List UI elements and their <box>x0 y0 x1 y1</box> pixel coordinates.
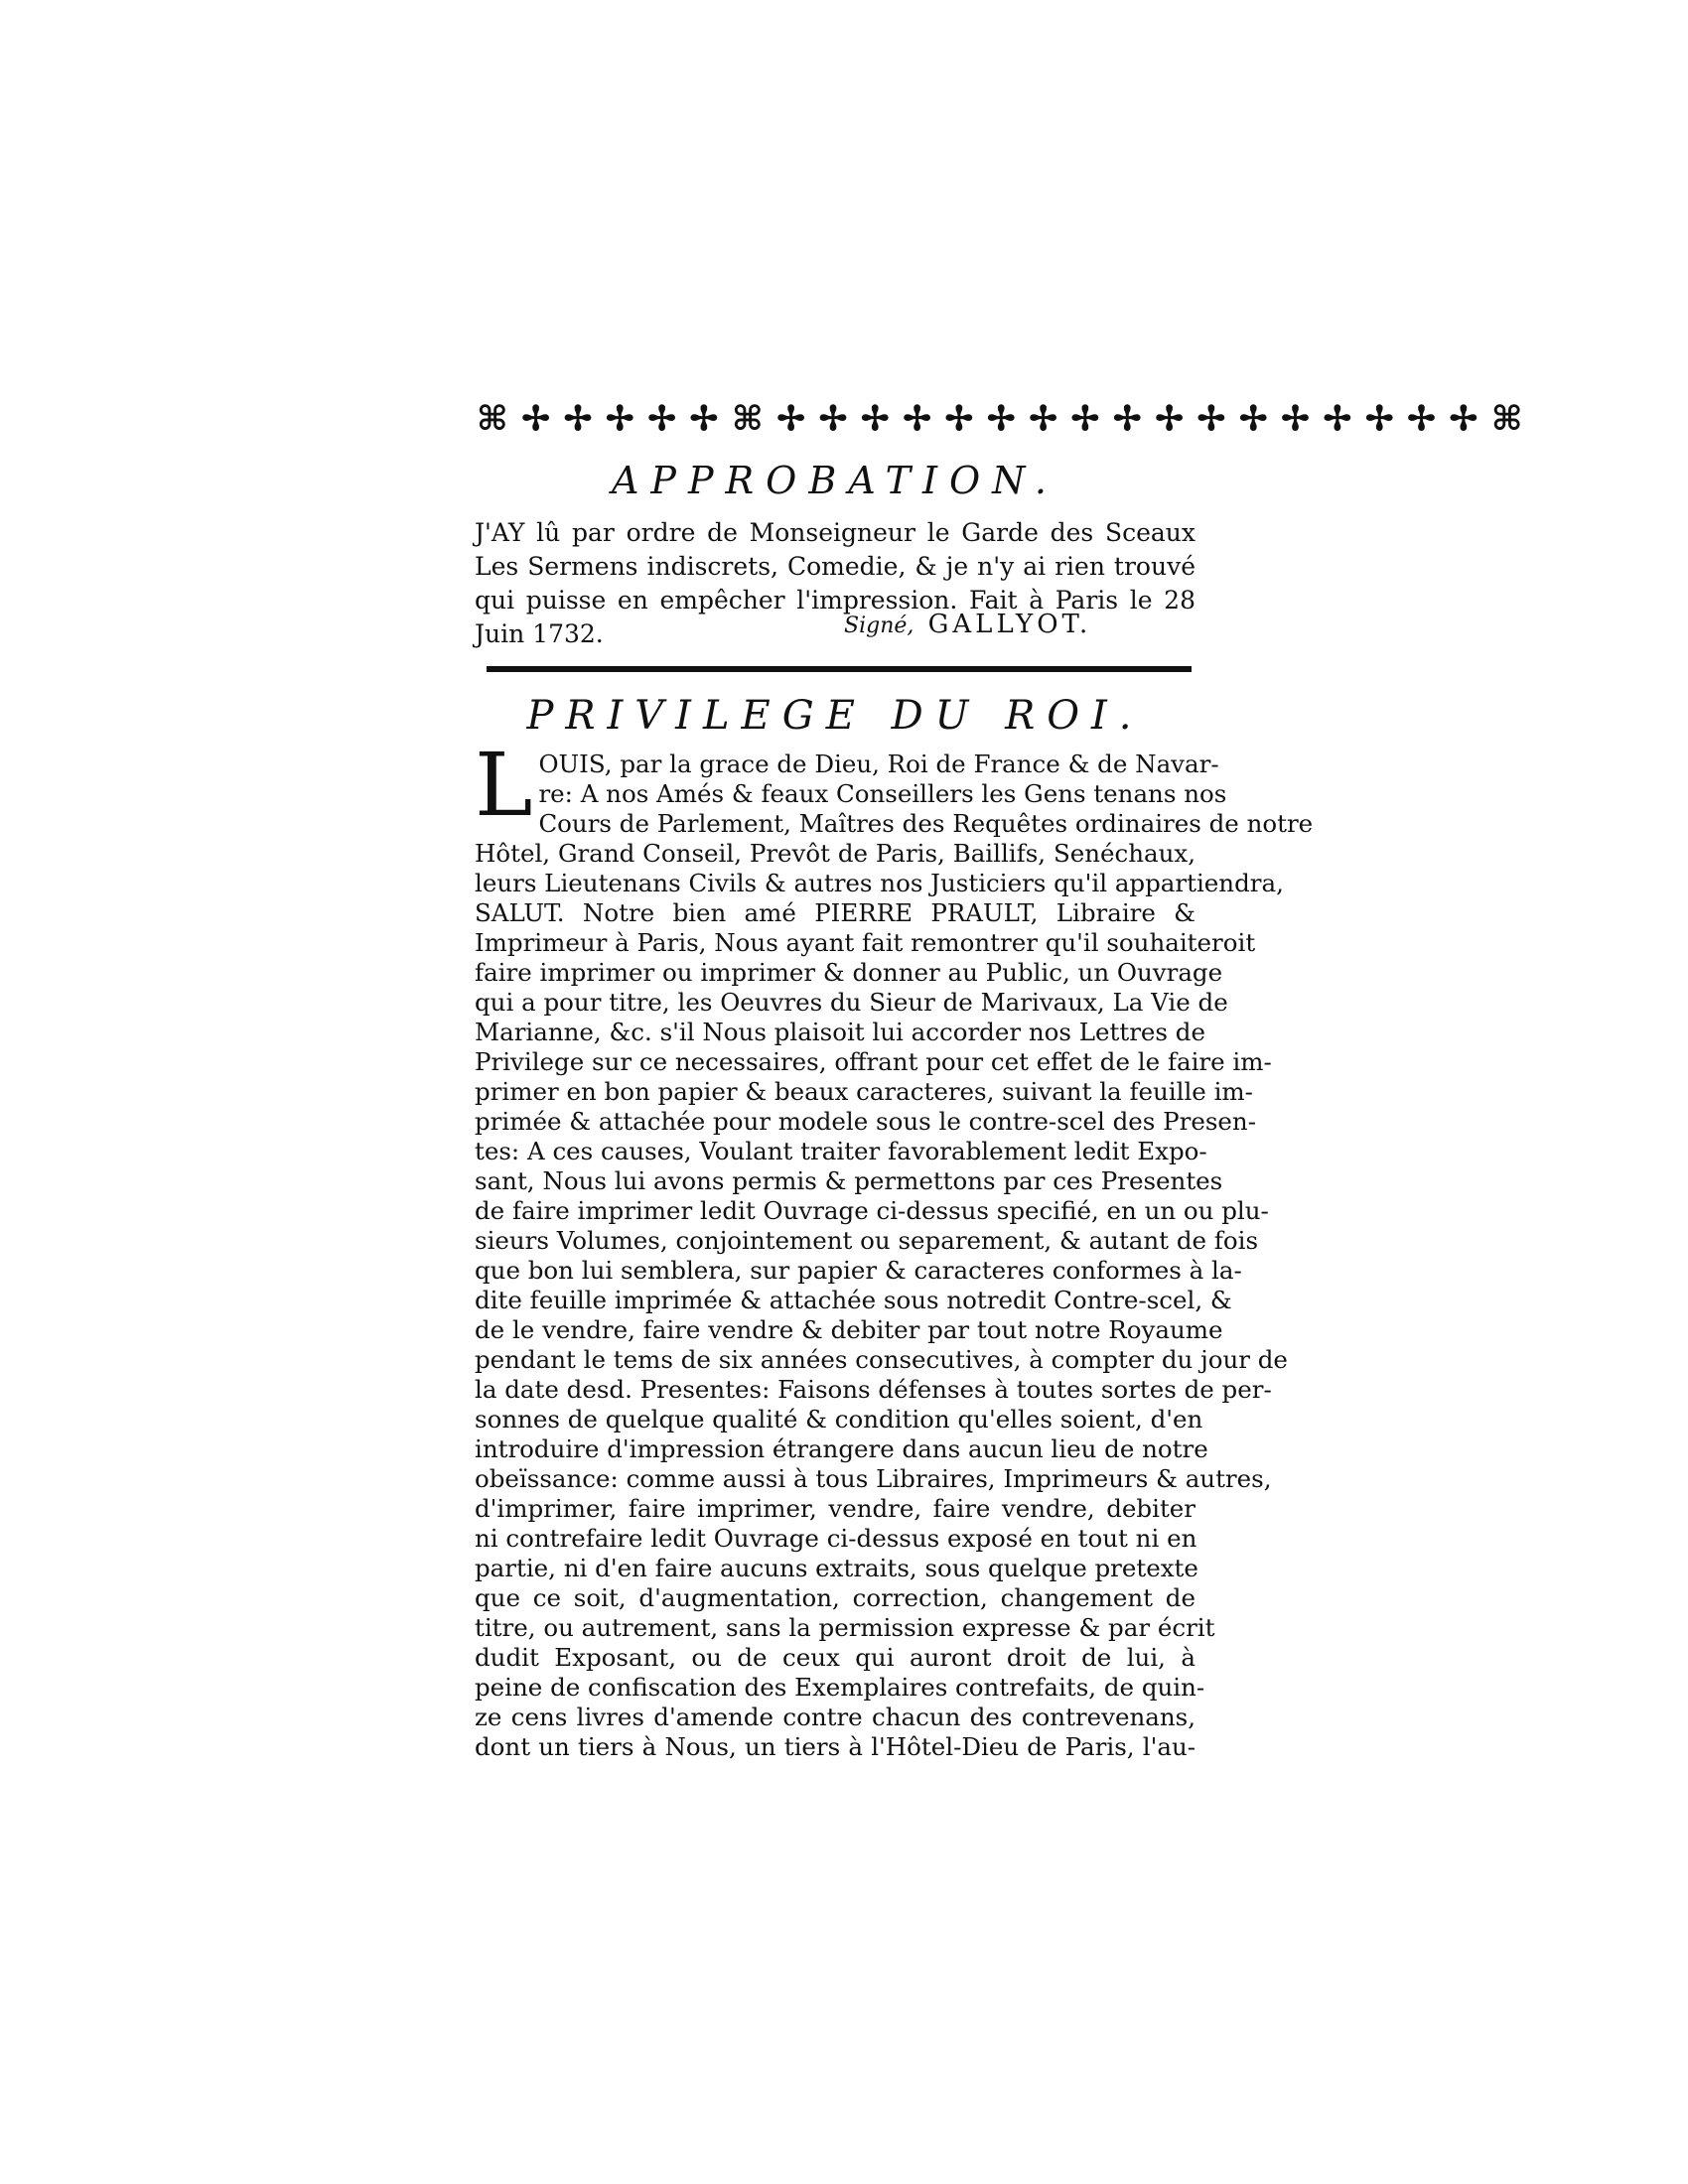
privilege-line: leurs Lieutenans Civils & autres nos Justiciers qu'il appartiendra, <box>475 869 1284 897</box>
approbation-heading: APPROBATION. <box>611 459 1059 502</box>
signature-name: GALLYOT. <box>927 610 1092 639</box>
privilege-line: SALUT. Notre bien amé PIERRE PRAULT, Libraire & <box>475 898 1196 927</box>
privilege-line: d'imprimer, faire imprimer, vendre, faire vendre, debiter <box>475 1494 1196 1523</box>
privilege-line: que ce soit, d'augmentation, correction, changement de <box>475 1583 1196 1612</box>
privilege-line: pendant le tems de six années consecutives, à compter du jour de <box>475 1345 1288 1374</box>
privilege-line: titre, ou autrement, sans la permission expresse & par écrit <box>475 1613 1215 1642</box>
drop-cap-letter: L <box>475 734 533 836</box>
privilege-line: faire imprimer ou imprimer & donner au Public, un Ouvrage <box>475 958 1223 987</box>
signature-label: Signé, <box>844 614 914 638</box>
privilege-line: primée & attachée pour modele sous le contre-scel des Presen- <box>475 1107 1256 1136</box>
privilege-line: dite feuille imprimée & attachée sous notredit Contre-scel, & <box>475 1286 1232 1314</box>
decorative-ornament-band: ⌘ ✢ ✢ ✢ ✢ ✢ ⌘ ✢ ✢ ✢ ✢ ✢ ✢ ✢ ✢ ✢ ✢ ✢ ✢ ✢ ✢ ✢ ✢ ✢ ⌘ <box>477 399 1524 439</box>
privilege-line: la date desd. Presentes: Faisons défenses à toutes sortes de per- <box>475 1375 1272 1404</box>
privilege-line: re: A nos Amés & feaux Conseillers les Gens tenans nos <box>538 779 1227 808</box>
section-divider-rule <box>487 666 1192 672</box>
privilege-line: tes: A ces causes, Voulant traiter favorablement ledit Expo- <box>475 1137 1207 1165</box>
privilege-heading: PRIVILEGE DU ROI. <box>526 693 1144 739</box>
privilege-line: OUIS, par la grace de Dieu, Roi de France & de Navar- <box>538 750 1219 778</box>
privilege-line: Privilege sur ce necessaires, offrant pour cet effet de le faire im- <box>475 1047 1272 1076</box>
privilege-line: sonnes de quelque qualité & condition qu'elles soient, d'en <box>475 1405 1203 1433</box>
privilege-line: Imprimeur à Paris, Nous ayant fait remontrer qu'il souhaiteroit <box>475 928 1256 957</box>
privilege-line: de faire imprimer ledit Ouvrage ci-dessus specifié, en un ou plu- <box>475 1196 1269 1225</box>
privilege-line: primer en bon papier & beaux caracteres, suivant la feuille im- <box>475 1077 1253 1106</box>
privilege-line: obeïssance: comme aussi à tous Libraires, Imprimeurs & autres, <box>475 1464 1272 1493</box>
privilege-line: partie, ni d'en faire aucuns extraits, sous quelque pretexte <box>475 1554 1198 1582</box>
privilege-line: introduire d'impression étrangere dans aucun lieu de notre <box>475 1434 1208 1463</box>
privilege-line: peine de confiscation des Exemplaires contrefaits, de quin- <box>475 1673 1205 1702</box>
privilege-line: de le vendre, faire vendre & debiter par tout notre Royaume <box>475 1315 1223 1344</box>
privilege-line: qui a pour titre, les Oeuvres du Sieur de Marivaux, La Vie de <box>475 988 1228 1017</box>
privilege-line: Hôtel, Grand Conseil, Prevôt de Paris, Baillifs, Senéchaux, <box>475 839 1196 868</box>
privilege-line: Marianne, &c. s'il Nous plaisoit lui accorder nos Lettres de <box>475 1018 1205 1046</box>
privilege-line: Cours de Parlement, Maîtres des Requêtes ordinaires de notre <box>538 809 1314 838</box>
privilege-line: ze cens livres d'amende contre chacun des contrevenans, <box>475 1703 1196 1731</box>
privilege-line: sant, Nous lui avons permis & permettons par ces Presentes <box>475 1166 1223 1195</box>
approbation-signature <box>844 610 1091 639</box>
privilege-line: que bon lui semblera, sur papier & caracteres conformes à la- <box>475 1256 1242 1285</box>
approbation-text: J'AY lû par ordre de Monseigneur le Garde des Sceaux Les Sermens indiscrets, Comedie, & je n'y ai rien trouvé qui puisse en empêcher l'impression. Fait à Paris le 28 Juin 1732. <box>475 518 1196 648</box>
privilege-text <box>475 734 1314 1762</box>
privilege-line: dudit Exposant, ou de ceux qui auront droit de lui, à <box>475 1643 1196 1672</box>
privilege-line: dont un tiers à Nous, un tiers à l'Hôtel-Dieu de Paris, l'au- <box>475 1732 1196 1761</box>
privilege-line: ni contrefaire ledit Ouvrage ci-dessus exposé en tout ni en <box>475 1524 1197 1553</box>
privilege-line: sieurs Volumes, conjointement ou separement, & autant de fois <box>475 1226 1259 1255</box>
